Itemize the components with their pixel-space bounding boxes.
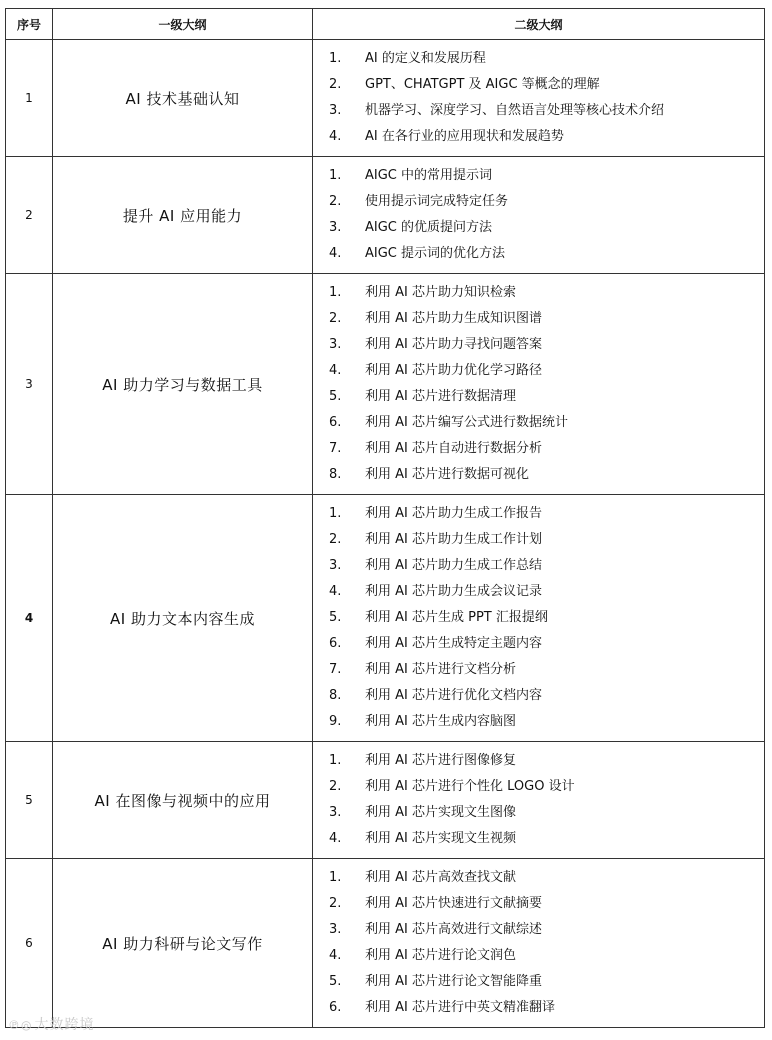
row-index: 3 [6, 274, 53, 495]
item-number: 3. [329, 337, 342, 352]
level1-title: AI 在图像与视频中的应用 [53, 742, 313, 859]
item-number: 1. [329, 870, 342, 885]
item-number: 7. [329, 662, 342, 677]
row-index: 2 [6, 157, 53, 274]
list-item [329, 462, 764, 488]
item-text: 利用 AI 芯片生成 PPT 汇报提纲 [365, 610, 548, 625]
list-item [329, 280, 764, 306]
item-number: 5. [329, 389, 342, 404]
item-text: 利用 AI 芯片进行论文润色 [365, 948, 516, 963]
list-item [329, 579, 764, 605]
item-text: 利用 AI 芯片助力生成会议记录 [365, 584, 542, 599]
item-number: 5. [329, 610, 342, 625]
list-item [329, 436, 764, 462]
header-level2: 二级大纲 [313, 9, 765, 40]
list-item [329, 215, 764, 241]
item-number: 2. [329, 77, 342, 92]
item-text: 利用 AI 芯片实现文生图像 [365, 805, 516, 820]
item-text: 利用 AI 芯片助力生成工作报告 [365, 506, 542, 521]
item-number: 7. [329, 441, 342, 456]
item-text: 利用 AI 芯片编写公式进行数据统计 [365, 415, 568, 430]
list-item [329, 865, 764, 891]
level1-title: AI 技术基础认知 [53, 40, 313, 157]
level1-title: AI 助力科研与论文写作 [53, 859, 313, 1028]
outline-table [5, 8, 765, 1028]
row-index: 6 [6, 859, 53, 1028]
item-number: 1. [329, 51, 342, 66]
level2-cell [313, 495, 765, 742]
list-item [329, 657, 764, 683]
item-text: 机器学习、深度学习、自然语言处理等核心技术介绍 [365, 103, 665, 118]
table-row [6, 157, 765, 274]
item-number: 3. [329, 220, 342, 235]
item-number: 6. [329, 1000, 342, 1015]
item-text: 利用 AI 芯片高效查找文献 [365, 870, 516, 885]
level2-cell [313, 859, 765, 1028]
item-text: 利用 AI 芯片进行数据清理 [365, 389, 516, 404]
item-text: 利用 AI 芯片助力生成工作总结 [365, 558, 542, 573]
item-text: AI 的定义和发展历程 [365, 51, 486, 66]
item-text: 利用 AI 芯片助力寻找问题答案 [365, 337, 542, 352]
item-number: 3. [329, 805, 342, 820]
item-text: 利用 AI 芯片快速进行文献摘要 [365, 896, 542, 911]
level1-title: AI 助力文本内容生成 [53, 495, 313, 742]
item-text: 利用 AI 芯片实现文生视频 [365, 831, 516, 846]
item-text: 利用 AI 芯片进行图像修复 [365, 753, 516, 768]
item-text: AI 在各行业的应用现状和发展趋势 [365, 129, 564, 144]
list-item [329, 683, 764, 709]
item-number: 2. [329, 311, 342, 326]
item-number: 5. [329, 974, 342, 989]
level2-cell [313, 274, 765, 495]
item-text: 利用 AI 芯片进行中英文精准翻译 [365, 1000, 555, 1015]
list-item [329, 774, 764, 800]
item-number: 2. [329, 779, 342, 794]
item-text: 利用 AI 芯片助力生成工作计划 [365, 532, 542, 547]
item-number: 6. [329, 636, 342, 651]
header-level1: 一级大纲 [53, 9, 313, 40]
list-item [329, 410, 764, 436]
level2-list [329, 748, 764, 852]
watermark-logo [8, 1014, 94, 1034]
item-number: 4. [329, 831, 342, 846]
list-item [329, 358, 764, 384]
item-text: 利用 AI 芯片高效进行文献综述 [365, 922, 542, 937]
list-item [329, 384, 764, 410]
row-index: 5 [6, 742, 53, 859]
level2-list [329, 163, 764, 267]
level1-title: AI 助力学习与数据工具 [53, 274, 313, 495]
item-number: 6. [329, 415, 342, 430]
level2-list [329, 46, 764, 150]
list-item [329, 501, 764, 527]
list-item [329, 605, 764, 631]
item-text: 利用 AI 芯片助力知识检索 [365, 285, 516, 300]
list-item [329, 553, 764, 579]
item-number: 1. [329, 168, 342, 183]
item-text: 利用 AI 芯片助力优化学习路径 [365, 363, 542, 378]
list-item [329, 800, 764, 826]
table-row [6, 495, 765, 742]
item-text: 利用 AI 芯片生成特定主题内容 [365, 636, 542, 651]
level2-list [329, 501, 764, 735]
item-text: GPT、CHATGPT 及 AIGC 等概念的理解 [365, 77, 600, 92]
table-row [6, 859, 765, 1028]
item-text: AIGC 中的常用提示词 [365, 168, 493, 183]
list-item [329, 72, 764, 98]
item-number: 1. [329, 285, 342, 300]
list-item [329, 46, 764, 72]
list-item [329, 631, 764, 657]
table-row [6, 742, 765, 859]
item-number: 3. [329, 103, 342, 118]
list-item [329, 306, 764, 332]
level2-cell [313, 157, 765, 274]
item-text: AIGC 的优质提问方法 [365, 220, 493, 235]
item-text: 利用 AI 芯片助力生成知识图谱 [365, 311, 542, 326]
list-item [329, 163, 764, 189]
level2-list [329, 280, 764, 488]
level2-list [329, 865, 764, 1021]
item-number: 1. [329, 506, 342, 521]
item-text: 利用 AI 芯片自动进行数据分析 [365, 441, 542, 456]
item-text: 利用 AI 芯片进行数据可视化 [365, 467, 529, 482]
list-item [329, 917, 764, 943]
item-text: 利用 AI 芯片进行个性化 LOGO 设计 [365, 779, 575, 794]
table-row [6, 274, 765, 495]
item-number: 4. [329, 948, 342, 963]
item-number: 4. [329, 246, 342, 261]
item-text: 利用 AI 芯片进行论文智能降重 [365, 974, 542, 989]
item-number: 4. [329, 584, 342, 599]
item-text: 利用 AI 芯片进行文档分析 [365, 662, 516, 677]
list-item [329, 891, 764, 917]
list-item [329, 969, 764, 995]
item-number: 1. [329, 753, 342, 768]
level1-title: 提升 AI 应用能力 [53, 157, 313, 274]
item-number: 4. [329, 363, 342, 378]
item-text: AIGC 提示词的优化方法 [365, 246, 506, 261]
item-text: 利用 AI 芯片进行优化文档内容 [365, 688, 542, 703]
list-item [329, 748, 764, 774]
item-number: 8. [329, 467, 342, 482]
watermark-text: 大数跨境 [34, 1017, 95, 1033]
row-index: 4 [6, 495, 53, 742]
list-item [329, 189, 764, 215]
list-item [329, 241, 764, 267]
item-text: 利用 AI 芯片生成内容脑图 [365, 714, 516, 729]
header-row [6, 9, 765, 40]
list-item [329, 995, 764, 1021]
item-number: 3. [329, 922, 342, 937]
level2-cell [313, 742, 765, 859]
list-item [329, 98, 764, 124]
watermark-icon: ℗◎ [8, 1018, 33, 1032]
item-number: 9. [329, 714, 342, 729]
header-index: 序号 [6, 9, 53, 40]
list-item [329, 943, 764, 969]
item-number: 2. [329, 194, 342, 209]
row-index: 1 [6, 40, 53, 157]
item-number: 8. [329, 688, 342, 703]
item-number: 2. [329, 532, 342, 547]
list-item [329, 709, 764, 735]
item-text: 使用提示词完成特定任务 [365, 194, 509, 209]
table-row [6, 40, 765, 157]
item-number: 2. [329, 896, 342, 911]
list-item [329, 527, 764, 553]
list-item [329, 124, 764, 150]
outline-body [6, 40, 765, 1028]
list-item [329, 332, 764, 358]
item-number: 3. [329, 558, 342, 573]
list-item [329, 826, 764, 852]
level2-cell [313, 40, 765, 157]
item-number: 4. [329, 129, 342, 144]
